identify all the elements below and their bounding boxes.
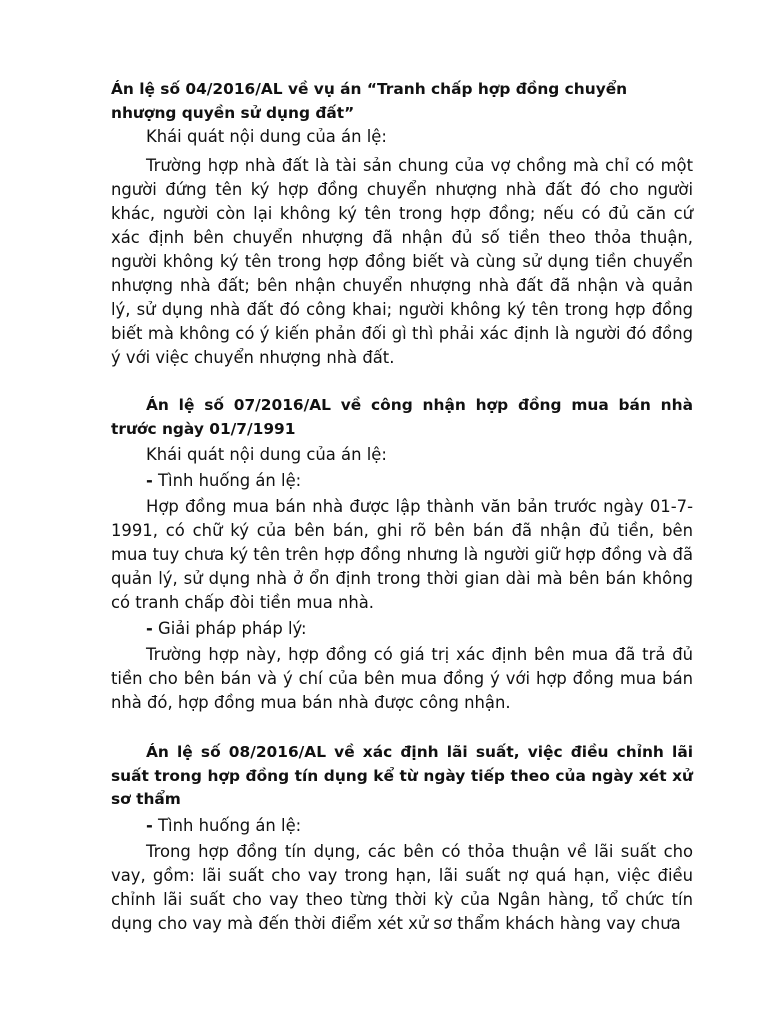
bullet-dash: -	[146, 619, 153, 638]
precedent-04-section	[111, 78, 693, 370]
precedent-04-title: Án lệ số 04/2016/AL về vụ án “Tranh chấp hợp đồng chuyển nhượng quyền sử dụng đất”	[111, 80, 628, 122]
bullet-dash: -	[146, 471, 153, 490]
precedent-04-body: Trường hợp nhà đất là tài sản chung của vợ chồng mà chỉ có một người đứng tên ký hợp đồng chuyển nhượng nhà đất đó cho người khác, người còn lại không ký tên trong hợp đồng; nếu có đủ căn cứ xác định bên chuyển nhượng đã nhận đủ số tiền theo thỏa thuận, người không ký tên trong hợp đồng biết và cùng sử dụng tiền chuyển nhượng nhà đất; bên nhận chuyển nhượng nhà đất đã nhận và quản lý, sử dụng nhà đất đó công khai; người không ký tên trong hợp đồng biết mà không có ý kiến phản đối gì thì phải xác định là người đó đồng ý với việc chuyển nhượng nhà đất.	[111, 156, 693, 367]
precedent-08-title: Án lệ số 08/2016/AL về xác định lãi suất, việc điều chỉnh lãi suất trong hợp đồng tín dụng kể từ ngày tiếp theo của ngày xét xử sơ thẩm	[111, 743, 693, 808]
precedent-07-section	[111, 394, 693, 715]
precedent-08-situation-label: Tình huống án lệ:	[152, 815, 302, 835]
precedent-04-overview-label: Khái quát nội dung của án lệ:	[146, 127, 387, 146]
precedent-07-solution-label: Giải pháp pháp lý:	[152, 619, 307, 638]
precedent-07-overview-label: Khái quát nội dung của án lệ:	[146, 445, 387, 464]
precedent-07-title: Án lệ số 07/2016/AL về công nhận hợp đồng mua bán nhà trước ngày 01/7/1991	[111, 396, 693, 438]
precedent-08-situation-heading	[111, 814, 693, 838]
precedent-07-situation-heading	[111, 469, 693, 493]
section-spacer	[111, 715, 693, 739]
precedent-08-situation-body: Trong hợp đồng tín dụng, các bên có thỏa thuận về lãi suất cho vay, gồm: lãi suất cho vay trong hạn, lãi suất nợ quá hạn, việc điều chỉnh lãi suất cho vay theo từng thời kỳ của Ngân hàng, tổ chức tín dụng cho vay mà đến thời điểm xét xử sơ thẩm khách hàng vay chưa	[111, 841, 693, 933]
document-page	[111, 78, 693, 936]
precedent-08-section	[111, 741, 693, 936]
section-spacer	[111, 370, 693, 394]
precedent-07-situation-label: Tình huống án lệ:	[152, 471, 302, 490]
precedent-07-solution-body: Trường hợp này, hợp đồng có giá trị xác định bên mua đã trả đủ tiền cho bên bán và ý chí của bên mua đồng ý với hợp đồng mua bán nhà đó, hợp đồng mua bán nhà được công nhận.	[111, 645, 693, 712]
precedent-07-solution-heading	[111, 617, 693, 641]
bullet-dash: -	[146, 815, 153, 835]
precedent-07-situation-body: Hợp đồng mua bán nhà được lập thành văn bản trước ngày 01-7-1991, có chữ ký của bên bán, ghi rõ bên bán đã nhận đủ tiền, bên mua tuy chưa ký tên trên hợp đồng nhưng là người giữ hợp đồng và đã quản lý, sử dụng nhà ở ổn định trong thời gian dài mà bên bán không có tranh chấp đòi tiền mua nhà.	[111, 497, 693, 612]
